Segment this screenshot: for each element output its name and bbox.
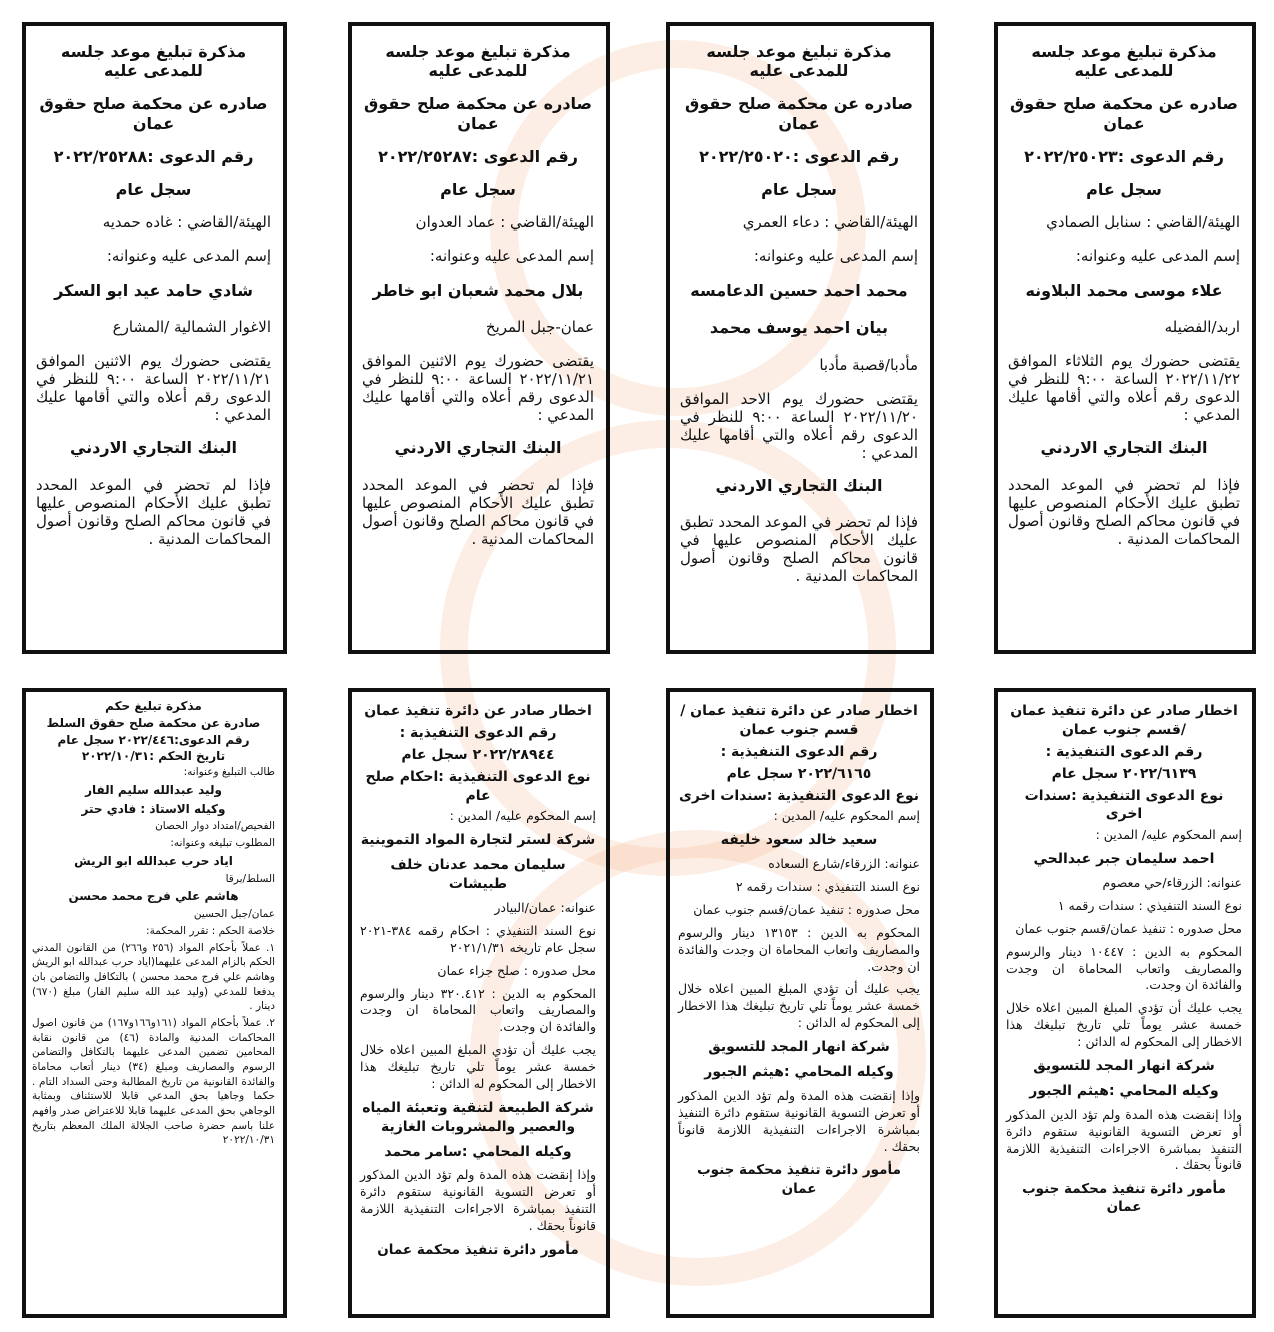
- case-number: رقم الدعوى :٢٠٢٢/٢٥٢٨٨: [53, 146, 254, 166]
- payment-instruction: يجب عليك أن تؤدي المبلغ المبين اعلاه خلال خمسة عشر يوماً تلي تاريخ تبليغك هذا الاخطار إلى المحكوم له الدائن :: [360, 1042, 596, 1091]
- warning-text: فإذا لم تحضر في الموعد المحدد تطبق عليك الأحكام المنصوص عليها في قانون محاكم الصلح وقانون أصول المحاكمات المدنية .: [362, 475, 594, 548]
- signature: مأمور دائرة تنفيذ محكمة جنوب عمان: [697, 1162, 901, 1197]
- hearing-notice-4: [22, 22, 287, 654]
- verdict-applicant-label: طالب التبليغ وعنوانه:: [183, 766, 275, 779]
- debtor-name: احمد سليمان جبر عبدالحي: [1033, 851, 1215, 868]
- amount: المحكوم به الدين : ٣٢٠.٤١٢ دينار والرسوم والمصاريف واتعاب المحاماة ان وجدت والفائدة ان وجدت.: [360, 985, 596, 1035]
- judge-name: الهيئة/القاضي : عماد العدوان: [415, 213, 594, 232]
- notice-title: مذكرة تبليغ موعد جلسه للمدعى عليه: [60, 42, 247, 81]
- bond-type: نوع السند التنفيذي : سندات رقمه ٢: [735, 879, 920, 895]
- issuer: محل صدوره : تنفيذ عمان/قسم جنوب عمان: [693, 901, 920, 917]
- attendance-text: يقتضى حضورك يوم الاثنين الموافق ٢٠٢٢/١١/٢١ الساعة ٩:٠٠ للنظر في الدعوى رقم أعلاه والتي أقامها عليك المدعي :: [36, 352, 271, 425]
- court-name: صادره عن محكمة صلح حقوق عمان: [39, 94, 268, 133]
- case-type: نوع الدعوى التنفيذية :احكام صلح عام: [365, 768, 591, 804]
- case-type: نوع الدعوى التنفيذية :سندات اخرى: [1024, 787, 1224, 823]
- verdict-target-2-address: عمان/جبل الحسين: [193, 908, 275, 921]
- creditor-lawyer: وكيله المحامي :هيثم الجبور: [704, 1063, 894, 1080]
- defendant-label: إسم المدعى عليه وعنوانه:: [429, 247, 594, 266]
- signature: مأمور دائرة تنفيذ محكمة جنوب عمان: [1022, 1181, 1226, 1216]
- debtor-address: عنوانه: عمان/البيادر: [494, 900, 596, 915]
- notice-title: اخطار صادر عن دائرة تنفيذ عمان /قسم جنوب عمان: [680, 703, 918, 738]
- debtor-label: إسم المحكوم عليه/ المدين :: [449, 808, 596, 824]
- attendance-text: يقتضى حضورك يوم الثلاثاء الموافق ٢٠٢٢/١١/٢٢ الساعة ٩:٠٠ للنظر في الدعوى رقم أعلاه والتي أقامها عليك المدعي :: [1008, 352, 1240, 425]
- payment-instruction: يجب عليك أن تؤدي المبلغ المبين اعلاه خلال خمسة عشر يوماً تلي تاريخ تبليغك هذا الاخطار إلى المحكوم له الدائن :: [678, 981, 920, 1031]
- closing-text: وإذا إنقضت هذه المدة ولم تؤد الدين المذكور أو تعرض التسوية القانونية ستقوم دائرة التنفيذ بمباشرة الاجراءات التنفيذية اللازمة قانوناً بحقك .: [1006, 1106, 1242, 1173]
- registry-type: سجل عام: [761, 179, 837, 199]
- registry-type: سجل عام: [115, 179, 192, 199]
- creditor-lawyer: وكيله المحامي :هيثم الجبور: [1029, 1082, 1219, 1099]
- execution-notice-1: [994, 688, 1256, 1318]
- verdict-title: مذكرة تبليغ حكم: [105, 699, 202, 713]
- execution-notice-2: [666, 688, 934, 1318]
- issuer: محل صدوره : صلح جزاء عمان: [437, 962, 596, 978]
- registry-type: سجل عام: [440, 179, 516, 199]
- verdict-target-label: المطلوب تبليغه وعنوانه:: [170, 837, 275, 850]
- case-number: ٢٠٢٢/٢٨٩٤٤ سجل عام: [401, 746, 555, 763]
- defendant-label: إسم المدعى عليه وعنوانه:: [106, 247, 271, 266]
- judge-name: الهيئة/القاضي : سنابل الصمادي: [1046, 213, 1240, 232]
- creditor-lawyer: وكيله المحامي :سامر محمد: [384, 1143, 572, 1160]
- case-number: رقم الدعوى :٢٠٢٢/٢٥٠٢٠: [699, 146, 899, 166]
- verdict-target-1: اياد حرب عبدالله ابو الريش: [74, 853, 233, 868]
- amount: المحكوم به الدين : ١٣١٥٣ دينار والرسوم والمصاريف واتعاب المحاماة ان وجدت والفائدة ان وجدت.: [678, 924, 920, 974]
- judge-name: الهيئة/القاضي : غاده حمديه: [102, 213, 271, 232]
- debtor-address: عنوانه: الزرقاء/حي معصوم: [1102, 875, 1242, 891]
- defendant-label: إسم المدعى عليه وعنوانه:: [753, 247, 918, 266]
- defendant-address: عمان-جبل المريخ: [485, 318, 594, 337]
- notice-title: اخطار صادر عن دائرة تنفيذ عمان /قسم جنوب عمان: [1010, 703, 1238, 738]
- verdict-notice: [22, 688, 287, 1318]
- creditor-name: شركة الطبيعة لتنقية وتعبئة المياه والعصير والمشروبات الغازية: [362, 1099, 594, 1135]
- case-number: رقم الدعوى :٢٠٢٢/٢٥٢٨٧: [378, 146, 578, 166]
- court-name: صادره عن محكمة صلح حقوق عمان: [1009, 94, 1239, 133]
- debtor-name: سعيد خالد سعود خليفه: [720, 832, 878, 849]
- verdict-lawyer: وكيله الاستاذ : فادي حتر: [81, 801, 226, 816]
- verdict-court: صادرة عن محكمة صلح حقوق السلط: [46, 715, 261, 730]
- notice-title: مذكرة تبليغ موعد جلسه للمدعى عليه: [385, 42, 571, 81]
- defendant-name: بلال محمد شعبان ابو خاطر: [372, 281, 584, 301]
- defendant-address: مأدبا/قصبة مأدبا: [819, 355, 918, 374]
- closing-text: وإذا إنقضت هذه المدة ولم تؤد الدين المذكور أو تعرض التسوية القانونية ستقوم دائرة التنفيذ بمباشرة الاجراءات التنفيذية اللازمة قانوناً بحقك .: [360, 1167, 596, 1234]
- defendant-name: شادي حامد عيد ابو السكر: [54, 281, 253, 301]
- hearing-notice-3: [348, 22, 610, 654]
- registry-type: سجل عام: [1086, 179, 1162, 199]
- case-type: نوع الدعوى التنفيذية :سندات اخرى: [679, 787, 919, 804]
- debtor-name-2: سليمان محمد عدنان خلف طبيشات: [390, 857, 566, 893]
- attendance-text: يقتضى حضورك يوم الاثنين الموافق ٢٠٢٢/١١/٢١ الساعة ٩:٠٠ للنظر في الدعوى رقم أعلاه والتي أقامها عليك المدعي :: [362, 352, 594, 425]
- plaintiff-name: البنك التجاري الاردني: [69, 438, 238, 458]
- payment-instruction: يجب عليك أن تؤدي المبلغ المبين اعلاه خلال خمسة عشر يوماً تلي تاريخ تبليغك هذا الاخطار إلى المحكوم له الدائن :: [1006, 1000, 1242, 1050]
- case-label: رقم الدعوى التنفيذية :: [399, 724, 557, 741]
- verdict-item-1: ١. عملاً بأحكام المواد (٢٥٦ و٢٦٦) من القانون المدني الحكم بالزام المدعى عليهما(اياد حرب عبدالله ابو الريش وهاشم علي فرج محمد محسن ) بالتكافل والتضامن بان يدفعا للمدعي (وليد عبد الله سليم الفار) مبلغ (٦٧٠) دينار .: [32, 941, 275, 1013]
- issuer: محل صدوره : تنفيذ عمان/قسم جنوب عمان: [1015, 920, 1242, 936]
- case-label: رقم الدعوى التنفيذية :: [720, 743, 878, 760]
- court-name: صادره عن محكمة صلح حقوق عمان: [363, 94, 593, 133]
- execution-notice-3: [348, 688, 610, 1318]
- amount: المحكوم به الدين : ١٠٤٤٧ دينار والرسوم والمصاريف واتعاب المحاماة ان وجدت والفائدة ان وجدت.: [1006, 943, 1242, 993]
- notice-title: مذكرة تبليغ موعد جلسه للمدعى عليه: [1031, 42, 1217, 81]
- creditor-name: شركة انهار المجد للتسويق: [708, 1039, 890, 1056]
- debtor-label: إسم المحكوم عليه/ المدين :: [1095, 827, 1242, 843]
- verdict-target-2: هاشم علي فرج محمد محسن: [68, 889, 239, 904]
- hearing-notice-1: [994, 22, 1256, 654]
- notice-title: اخطار صادر عن دائرة تنفيذ عمان: [364, 703, 592, 719]
- verdict-item-2: ٢. عملاً بأحكام المواد (١٦١و١٦٦و١٦٧) من قانون اصول المحاكمات المدنية والمادة (٤٦) من قانون نقابة المحامين تضمين المدعى عليهما بالتكافل والتضامن الرسوم والمصاريف ومبلغ (٣٤) دينار أتعاب محاماة والفائدة القانونية من تاريخ المطالبة وحتى السداد التام . حكما وجاهيا بحق المدعي قابلا للاستئناف وبمثابة الوجاهي بحق المدعى عليهما قابلا للاعتراض صدر وافهم علنا باسم حضرة صاحب الجلالة الملك المعظم بتاريخ ٢٠٢٢/١٠/٣١: [32, 1016, 276, 1147]
- debtor-address: عنوانه: الزرقاء/شارع السعاده: [768, 856, 920, 872]
- defendant-name: علاء موسى محمد البلاونه: [1025, 281, 1223, 301]
- case-number: رقم الدعوى :٢٠٢٢/٢٥٠٢٣: [1024, 146, 1224, 166]
- judge-name: الهيئة/القاضي : دعاء العمري: [742, 213, 918, 232]
- warning-text: فإذا لم تحضر في الموعد المحدد تطبق عليك الأحكام المنصوص عليها في قانون محاكم الصلح وقانون أصول المحاكمات المدنية .: [36, 475, 271, 548]
- court-name: صادره عن محكمة صلح حقوق عمان: [684, 94, 914, 133]
- defendant-name: محمد احمد حسين الدعامسه: [690, 281, 908, 301]
- defendant-address: اربد/الفضيله: [1164, 318, 1240, 337]
- verdict-applicant-address: الفحيص/امتداد دوار الحصان: [155, 820, 275, 833]
- defendant-address: الاغوار الشمالية /المشارع: [112, 318, 271, 337]
- closing-text: وإذا إنقضت هذه المدة ولم تؤد الدين المذكور أو تعرض التسوية القانونية ستقوم دائرة التنفيذ بمباشرة الاجراءات التنفيذية اللازمة قانوناً بحقك .: [678, 1087, 920, 1154]
- bond-type: نوع السند التنفيذي : سندات رقمه ١: [1057, 897, 1242, 913]
- defendant-label: إسم المدعى عليه وعنوانه:: [1075, 247, 1240, 266]
- notice-title: مذكرة تبليغ موعد جلسه للمدعى عليه: [706, 42, 892, 81]
- creditor-name: شركة انهار المجد للتسويق: [1033, 1057, 1215, 1074]
- plaintiff-name: البنك التجاري الاردني: [715, 475, 883, 495]
- case-number: ٢٠٢٢/٦١٣٩ سجل عام: [1051, 765, 1197, 782]
- verdict-case-no: رقم الدعوى:٢٠٢٢/٤٤٦ سجل عام: [57, 732, 250, 747]
- plaintiff-name: البنك التجاري الاردني: [394, 438, 562, 458]
- bond-type: نوع السند التنفيذي : احكام رقمه ٣٨٤-٢٠٢١ سجل عام تاريخه ٢٠٢١/١/٣١: [360, 922, 596, 955]
- plaintiff-name: البنك التجاري الاردني: [1040, 438, 1208, 458]
- case-label: رقم الدعوى التنفيذية :: [1045, 743, 1203, 760]
- signature: مأمور دائرة تنفيذ محكمة عمان: [377, 1241, 579, 1258]
- hearing-notice-2: [666, 22, 934, 654]
- verdict-target-1-address: السلط/برقا: [225, 872, 275, 885]
- debtor-name: شركة لستر لتجارة المواد التموينية: [360, 832, 596, 849]
- case-number: ٢٠٢٢/٦١٦٥ سجل عام: [726, 765, 872, 782]
- debtor-label: إسم المحكوم عليه/ المدين :: [773, 808, 920, 824]
- defendant-name-2: بيان احمد يوسف محمد: [709, 318, 889, 338]
- warning-text: فإذا لم تحضر في الموعد المحدد تطبق عليك الأحكام المنصوص عليها في قانون محاكم الصلح وقانون أصول المحاكمات المدنية .: [1008, 475, 1240, 548]
- verdict-date: تاريخ الحكم :٢٠٢٢/١٠/٣١: [81, 749, 226, 764]
- verdict-applicant: وليد عبدالله سليم الفار: [85, 782, 222, 797]
- verdict-summary: خلاصة الحكم : تقرر المحكمة:: [146, 924, 275, 937]
- warning-text: فإذا لم تحضر في الموعد المحدد تطبق عليك الأحكام المنصوص عليها في قانون محاكم الصلح وقانون أصول المحاكمات المدنية .: [680, 512, 918, 585]
- attendance-text: يقتضى حضورك يوم الاحد الموافق ٢٠٢٢/١١/٢٠ الساعة ٩:٠٠ للنظر في الدعوى رقم أعلاه والتي أقامها عليك المدعي :: [680, 389, 918, 462]
